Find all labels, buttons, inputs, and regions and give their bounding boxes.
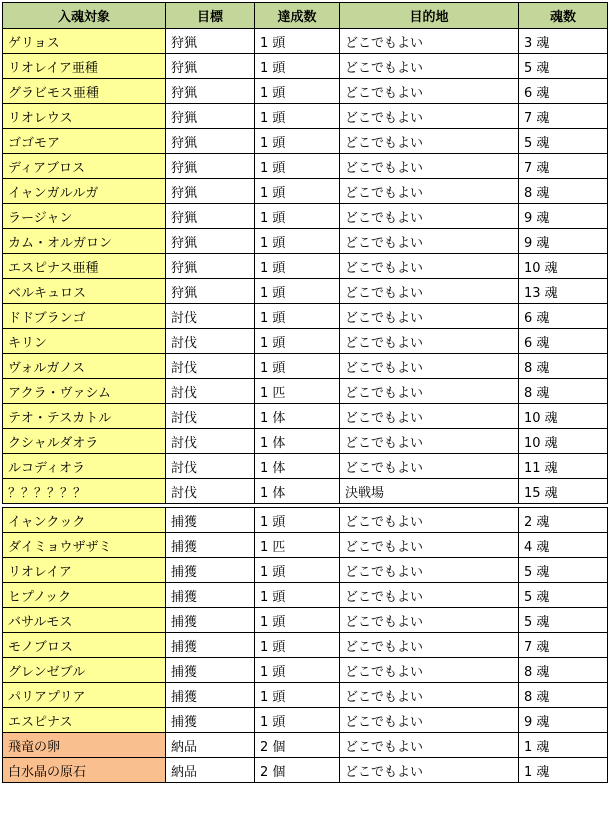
souls-cell: 7 魂 xyxy=(519,154,608,179)
target-cell: ヴォルガノス xyxy=(3,354,166,379)
count-cell: 1 頭 xyxy=(255,304,340,329)
count-cell: 1 頭 xyxy=(255,229,340,254)
destination-cell: どこでもよい xyxy=(340,154,519,179)
header-destination: 目的地 xyxy=(340,3,519,29)
table-body-hunt xyxy=(3,29,608,504)
souls-cell: 10 魂 xyxy=(519,254,608,279)
target-cell: グレンゼブル xyxy=(3,658,166,683)
table-row xyxy=(3,229,608,254)
destination-cell: どこでもよい xyxy=(340,254,519,279)
souls-cell: 8 魂 xyxy=(519,683,608,708)
goal-cell: 狩猟 xyxy=(166,104,255,129)
goal-cell: 捕獲 xyxy=(166,708,255,733)
count-cell: 1 頭 xyxy=(255,558,340,583)
table-row xyxy=(3,429,608,454)
destination-cell: どこでもよい xyxy=(340,129,519,154)
header-row xyxy=(3,3,608,29)
souls-cell: 9 魂 xyxy=(519,204,608,229)
destination-cell: どこでもよい xyxy=(340,379,519,404)
header-count: 達成数 xyxy=(255,3,340,29)
goal-cell: 捕獲 xyxy=(166,508,255,533)
table-row xyxy=(3,479,608,504)
table-row xyxy=(3,129,608,154)
count-cell: 2 個 xyxy=(255,758,340,783)
target-cell: モノブロス xyxy=(3,633,166,658)
count-cell: 1 頭 xyxy=(255,254,340,279)
table-row xyxy=(3,29,608,54)
table-row xyxy=(3,454,608,479)
count-cell: 1 頭 xyxy=(255,583,340,608)
target-cell: 飛竜の卵 xyxy=(3,733,166,758)
count-cell: 1 匹 xyxy=(255,379,340,404)
goal-cell: 狩猟 xyxy=(166,79,255,104)
destination-cell: どこでもよい xyxy=(340,758,519,783)
destination-cell: どこでもよい xyxy=(340,429,519,454)
table-row xyxy=(3,508,608,533)
destination-cell: どこでもよい xyxy=(340,354,519,379)
target-cell: ゴゴモア xyxy=(3,129,166,154)
destination-cell: どこでもよい xyxy=(340,204,519,229)
count-cell: 1 頭 xyxy=(255,54,340,79)
count-cell: 1 頭 xyxy=(255,633,340,658)
destination-cell: どこでもよい xyxy=(340,304,519,329)
goal-cell: 狩猟 xyxy=(166,179,255,204)
table-row xyxy=(3,608,608,633)
souls-cell: 8 魂 xyxy=(519,658,608,683)
souls-cell: 9 魂 xyxy=(519,708,608,733)
target-cell: カム・オルガロン xyxy=(3,229,166,254)
goal-cell: 捕獲 xyxy=(166,608,255,633)
count-cell: 1 体 xyxy=(255,429,340,454)
destination-cell: どこでもよい xyxy=(340,708,519,733)
table-row xyxy=(3,533,608,558)
table-row xyxy=(3,329,608,354)
destination-cell: どこでもよい xyxy=(340,533,519,558)
destination-cell: どこでもよい xyxy=(340,733,519,758)
goal-cell: 狩猟 xyxy=(166,279,255,304)
souls-cell: 7 魂 xyxy=(519,633,608,658)
goal-cell: 捕獲 xyxy=(166,533,255,558)
table-row xyxy=(3,204,608,229)
table-row xyxy=(3,304,608,329)
table-row xyxy=(3,558,608,583)
count-cell: 1 頭 xyxy=(255,129,340,154)
target-cell: クシャルダオラ xyxy=(3,429,166,454)
souls-cell: 11 魂 xyxy=(519,454,608,479)
target-cell: ドドブランゴ xyxy=(3,304,166,329)
destination-cell: どこでもよい xyxy=(340,508,519,533)
destination-cell: どこでもよい xyxy=(340,658,519,683)
table-row xyxy=(3,354,608,379)
table-row xyxy=(3,254,608,279)
target-cell: ダイミョウザザミ xyxy=(3,533,166,558)
souls-cell: 6 魂 xyxy=(519,79,608,104)
count-cell: 1 頭 xyxy=(255,204,340,229)
count-cell: 1 頭 xyxy=(255,683,340,708)
table-row xyxy=(3,583,608,608)
souls-cell: 1 魂 xyxy=(519,733,608,758)
destination-cell: どこでもよい xyxy=(340,404,519,429)
destination-cell: どこでもよい xyxy=(340,29,519,54)
count-cell: 1 頭 xyxy=(255,104,340,129)
souls-cell: 5 魂 xyxy=(519,129,608,154)
goal-cell: 捕獲 xyxy=(166,633,255,658)
target-cell: バサルモス xyxy=(3,608,166,633)
count-cell: 1 頭 xyxy=(255,179,340,204)
goal-cell: 狩猟 xyxy=(166,29,255,54)
goal-cell: 討伐 xyxy=(166,304,255,329)
target-cell: 白水晶の原石 xyxy=(3,758,166,783)
table-row xyxy=(3,708,608,733)
souls-cell: 8 魂 xyxy=(519,179,608,204)
table-row xyxy=(3,404,608,429)
goal-cell: 討伐 xyxy=(166,379,255,404)
goal-cell: 狩猟 xyxy=(166,229,255,254)
count-cell: 2 個 xyxy=(255,733,340,758)
souls-cell: 13 魂 xyxy=(519,279,608,304)
table-row xyxy=(3,154,608,179)
header-target: 入魂対象 xyxy=(3,3,166,29)
goal-cell: 狩猟 xyxy=(166,254,255,279)
goal-cell: 狩猟 xyxy=(166,54,255,79)
table-row xyxy=(3,179,608,204)
table-row xyxy=(3,279,608,304)
target-cell: キリン xyxy=(3,329,166,354)
table-row xyxy=(3,379,608,404)
souls-cell: 6 魂 xyxy=(519,329,608,354)
table-body-capture xyxy=(3,508,608,783)
souls-cell: 8 魂 xyxy=(519,354,608,379)
goal-cell: 捕獲 xyxy=(166,583,255,608)
goal-cell: 狩猟 xyxy=(166,129,255,154)
souls-cell: 10 魂 xyxy=(519,404,608,429)
count-cell: 1 頭 xyxy=(255,329,340,354)
goal-cell: 納品 xyxy=(166,733,255,758)
souls-cell: 10 魂 xyxy=(519,429,608,454)
count-cell: 1 頭 xyxy=(255,708,340,733)
table-row xyxy=(3,733,608,758)
count-cell: 1 匹 xyxy=(255,533,340,558)
destination-cell: どこでもよい xyxy=(340,279,519,304)
destination-cell: どこでもよい xyxy=(340,104,519,129)
souls-cell: 6 魂 xyxy=(519,304,608,329)
destination-cell: どこでもよい xyxy=(340,79,519,104)
count-cell: 1 体 xyxy=(255,404,340,429)
target-cell: リオレウス xyxy=(3,104,166,129)
goal-cell: 納品 xyxy=(166,758,255,783)
target-cell: ？？？？？？ xyxy=(3,479,166,504)
target-cell: ラージャン xyxy=(3,204,166,229)
goal-cell: 討伐 xyxy=(166,329,255,354)
souls-cell: 9 魂 xyxy=(519,229,608,254)
table-row xyxy=(3,79,608,104)
goal-cell: 討伐 xyxy=(166,454,255,479)
souls-cell: 8 魂 xyxy=(519,379,608,404)
count-cell: 1 頭 xyxy=(255,608,340,633)
target-cell: エスピナス xyxy=(3,708,166,733)
goal-cell: 討伐 xyxy=(166,404,255,429)
count-cell: 1 頭 xyxy=(255,508,340,533)
goal-cell: 討伐 xyxy=(166,429,255,454)
header-goal: 目標 xyxy=(166,3,255,29)
souls-cell: 4 魂 xyxy=(519,533,608,558)
souls-cell: 3 魂 xyxy=(519,29,608,54)
table-row xyxy=(3,658,608,683)
destination-cell: どこでもよい xyxy=(340,54,519,79)
destination-cell: どこでもよい xyxy=(340,583,519,608)
count-cell: 1 頭 xyxy=(255,279,340,304)
target-cell: イャンクック xyxy=(3,508,166,533)
goal-cell: 捕獲 xyxy=(166,558,255,583)
destination-cell: どこでもよい xyxy=(340,229,519,254)
target-cell: ルコディオラ xyxy=(3,454,166,479)
souls-cell: 5 魂 xyxy=(519,583,608,608)
target-cell: アクラ・ヴァシム xyxy=(3,379,166,404)
table-row xyxy=(3,633,608,658)
target-cell: テオ・テスカトル xyxy=(3,404,166,429)
souls-cell: 5 魂 xyxy=(519,608,608,633)
goal-cell: 捕獲 xyxy=(166,658,255,683)
goal-cell: 討伐 xyxy=(166,354,255,379)
target-cell: ベルキュロス xyxy=(3,279,166,304)
target-cell: エスピナス亜種 xyxy=(3,254,166,279)
souls-cell: 2 魂 xyxy=(519,508,608,533)
souls-cell: 1 魂 xyxy=(519,758,608,783)
count-cell: 1 体 xyxy=(255,479,340,504)
souls-cell: 7 魂 xyxy=(519,104,608,129)
table-row xyxy=(3,758,608,783)
goal-cell: 狩猟 xyxy=(166,154,255,179)
destination-cell: どこでもよい xyxy=(340,329,519,354)
target-cell: ゲリョス xyxy=(3,29,166,54)
destination-cell: どこでもよい xyxy=(340,608,519,633)
target-cell: イャンガルルガ xyxy=(3,179,166,204)
count-cell: 1 頭 xyxy=(255,79,340,104)
souls-cell: 5 魂 xyxy=(519,54,608,79)
souls-cell: 5 魂 xyxy=(519,558,608,583)
goal-cell: 狩猟 xyxy=(166,204,255,229)
count-cell: 1 頭 xyxy=(255,29,340,54)
count-cell: 1 頭 xyxy=(255,658,340,683)
destination-cell: どこでもよい xyxy=(340,633,519,658)
header-souls: 魂数 xyxy=(519,3,608,29)
target-cell: リオレイア xyxy=(3,558,166,583)
target-cell: ヒプノック xyxy=(3,583,166,608)
goal-cell: 討伐 xyxy=(166,479,255,504)
table-row xyxy=(3,104,608,129)
souls-cell: 15 魂 xyxy=(519,479,608,504)
soul-quest-table xyxy=(2,2,608,783)
table-row xyxy=(3,54,608,79)
count-cell: 1 頭 xyxy=(255,154,340,179)
count-cell: 1 体 xyxy=(255,454,340,479)
goal-cell: 捕獲 xyxy=(166,683,255,708)
target-cell: グラビモス亜種 xyxy=(3,79,166,104)
destination-cell: どこでもよい xyxy=(340,454,519,479)
destination-cell: 決戦場 xyxy=(340,479,519,504)
target-cell: ディアブロス xyxy=(3,154,166,179)
target-cell: リオレイア亜種 xyxy=(3,54,166,79)
destination-cell: どこでもよい xyxy=(340,558,519,583)
destination-cell: どこでもよい xyxy=(340,179,519,204)
count-cell: 1 頭 xyxy=(255,354,340,379)
destination-cell: どこでもよい xyxy=(340,683,519,708)
target-cell: パリアプリア xyxy=(3,683,166,708)
table-row xyxy=(3,683,608,708)
